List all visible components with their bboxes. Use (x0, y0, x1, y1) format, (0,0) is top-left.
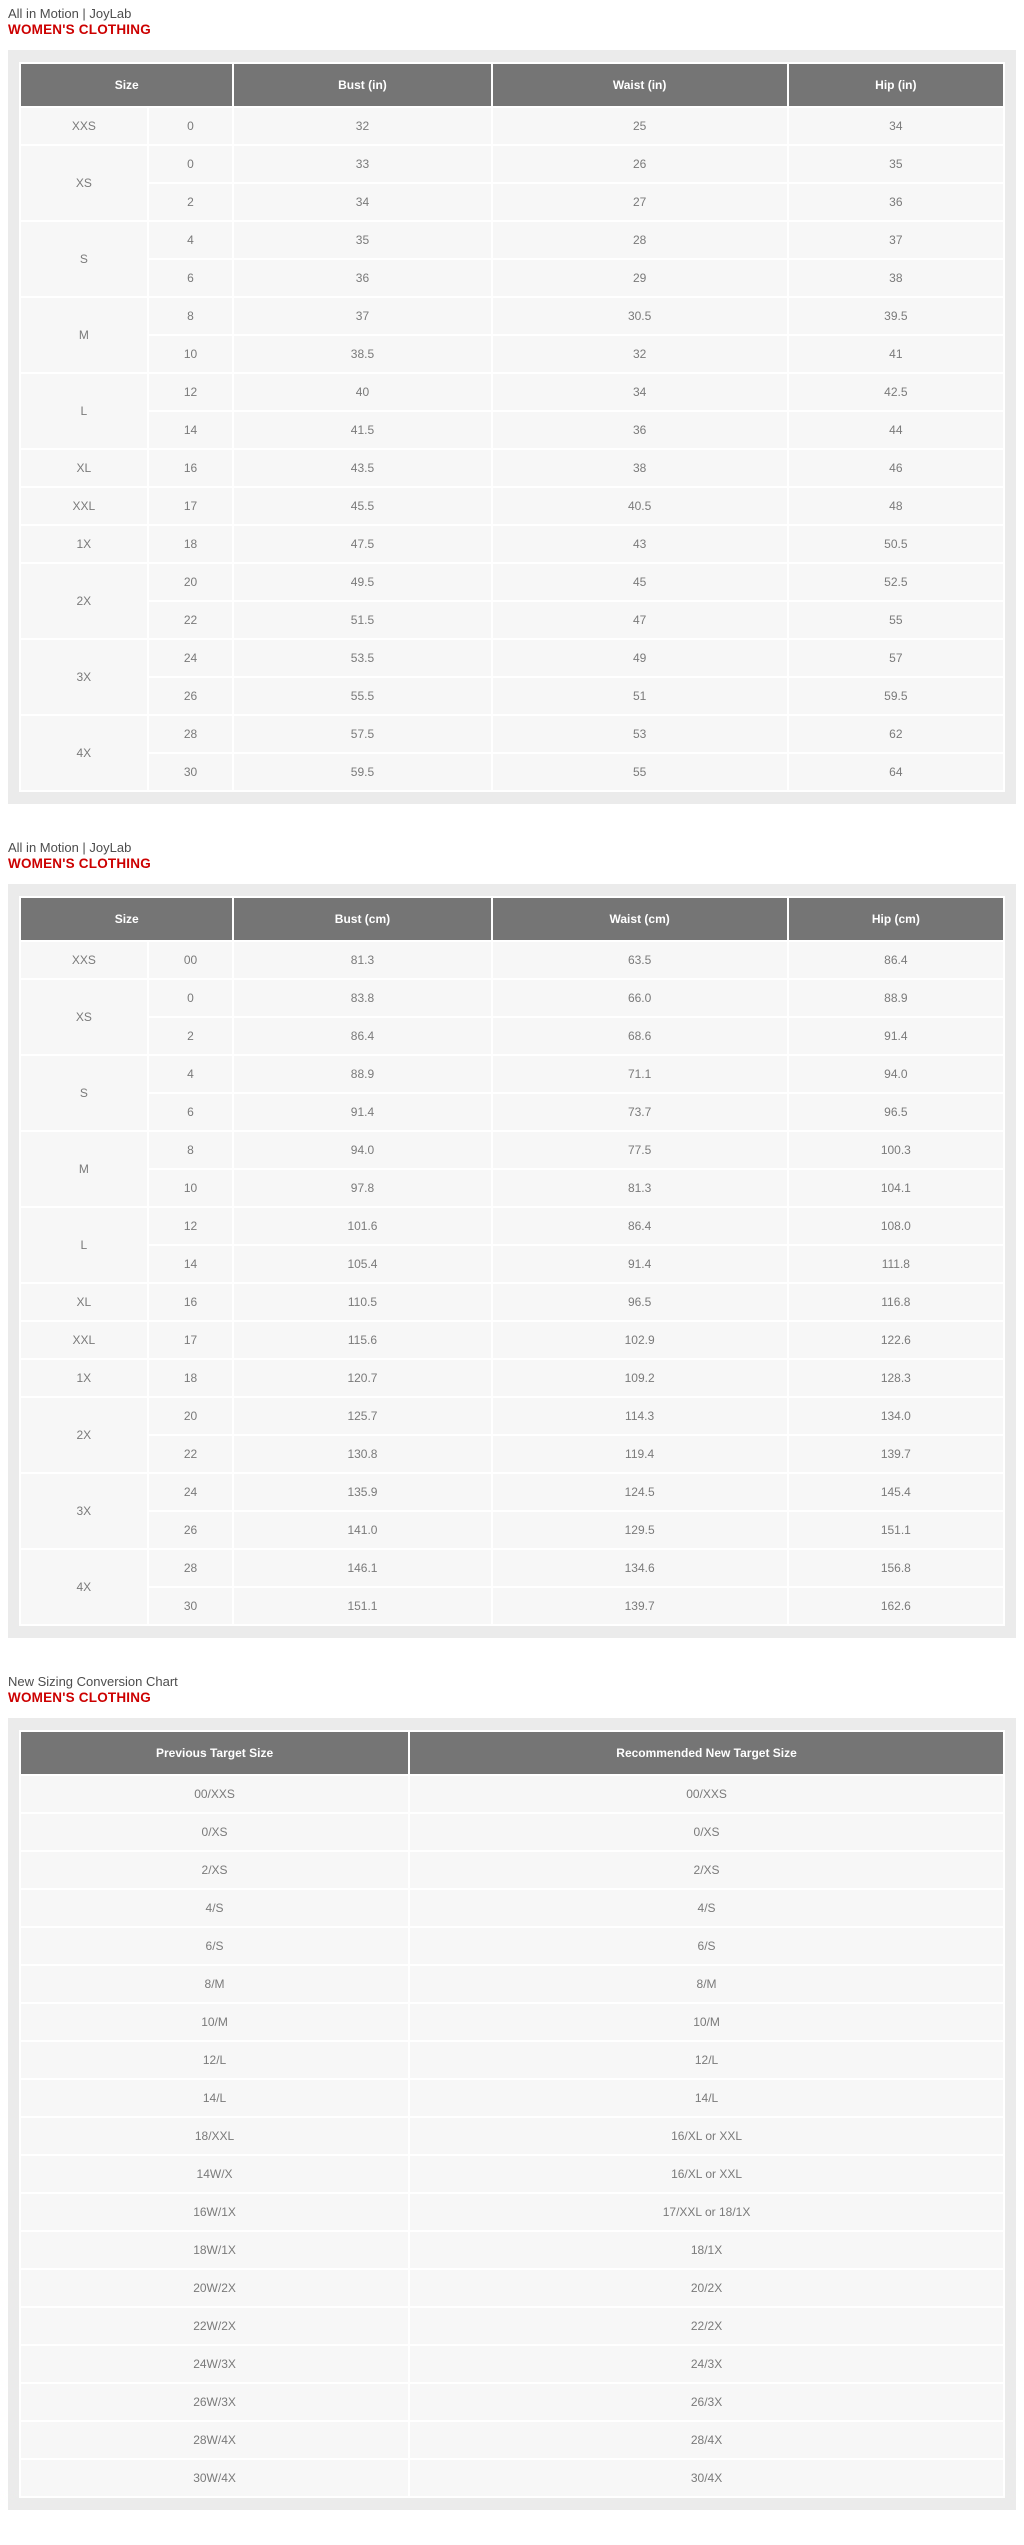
column-header-hip: Hip (cm) (789, 898, 1003, 940)
measurement-cell: 116.8 (789, 1284, 1003, 1320)
conversion-chart-title: New Sizing Conversion Chart (8, 1674, 178, 1689)
measurement-cell: 146.1 (234, 1550, 490, 1586)
measurement-cell: 49 (493, 640, 787, 676)
measurement-cell: 91.4 (493, 1246, 787, 1282)
column-header-size: Size (21, 898, 232, 940)
measurement-cell: 134.6 (493, 1550, 787, 1586)
measurement-cell: 28 (493, 222, 787, 258)
size-row (21, 1436, 1003, 1472)
size-group-label: M (21, 298, 147, 372)
header-row (21, 898, 1003, 940)
measurement-cell: 36 (789, 184, 1003, 220)
measurement-cell: 96.5 (493, 1284, 787, 1320)
numeric-size-cell: 24 (149, 640, 233, 676)
previous-size-cell: 26W/3X (21, 2384, 408, 2420)
size-row (21, 602, 1003, 638)
previous-size-cell: 20W/2X (21, 2270, 408, 2306)
column-header-size: Size (21, 64, 232, 106)
conversion-row (21, 2384, 1003, 2420)
size-group-label: 3X (21, 1474, 147, 1548)
previous-size-cell: 6/S (21, 1928, 408, 1964)
new-size-cell: 6/S (410, 1928, 1003, 1964)
measurement-cell: 125.7 (234, 1398, 490, 1434)
measurement-cell: 73.7 (493, 1094, 787, 1130)
size-row (21, 488, 1003, 524)
size-row (21, 146, 1003, 182)
measurement-cell: 100.3 (789, 1132, 1003, 1168)
measurement-cell: 26 (493, 146, 787, 182)
previous-size-cell: 24W/3X (21, 2346, 408, 2382)
size-group-label: XXL (21, 488, 147, 524)
numeric-size-cell: 30 (149, 1588, 233, 1624)
brand-title: All in Motion | JoyLab (8, 840, 132, 855)
measurement-cell: 45 (493, 564, 787, 600)
conversion-row (21, 1776, 1003, 1812)
measurement-cell: 38.5 (234, 336, 490, 372)
size-group-label: S (21, 1056, 147, 1130)
previous-size-cell: 8/M (21, 1966, 408, 2002)
conversion-row (21, 2422, 1003, 2458)
conversion-row (21, 1890, 1003, 1926)
new-size-cell: 0/XS (410, 1814, 1003, 1850)
numeric-size-cell: 24 (149, 1474, 233, 1510)
measurement-cell: 36 (234, 260, 490, 296)
size-row (21, 754, 1003, 790)
conversion-row (21, 2004, 1003, 2040)
measurement-cell: 145.4 (789, 1474, 1003, 1510)
table-container (8, 1718, 1016, 2510)
measurement-cell: 130.8 (234, 1436, 490, 1472)
category-title: WOMEN'S CLOTHING (8, 1690, 151, 1705)
measurement-cell: 42.5 (789, 374, 1003, 410)
numeric-size-cell: 00 (149, 942, 233, 978)
table-container (8, 50, 1016, 804)
measurement-cell: 122.6 (789, 1322, 1003, 1358)
numeric-size-cell: 17 (149, 1322, 233, 1358)
numeric-size-cell: 18 (149, 526, 233, 562)
numeric-size-cell: 4 (149, 1056, 233, 1092)
size-row (21, 1132, 1003, 1168)
measurement-cell: 104.1 (789, 1170, 1003, 1206)
size-row (21, 260, 1003, 296)
numeric-size-cell: 6 (149, 260, 233, 296)
numeric-size-cell: 26 (149, 1512, 233, 1548)
size-group-label: L (21, 1208, 147, 1282)
size-row (21, 716, 1003, 752)
previous-size-cell: 0/XS (21, 1814, 408, 1850)
previous-size-cell: 18W/1X (21, 2232, 408, 2268)
numeric-size-cell: 20 (149, 564, 233, 600)
measurement-cell: 91.4 (234, 1094, 490, 1130)
measurement-cell: 83.8 (234, 980, 490, 1016)
measurement-cell: 88.9 (234, 1056, 490, 1092)
measurement-cell: 68.6 (493, 1018, 787, 1054)
size-row (21, 336, 1003, 372)
size-row (21, 1550, 1003, 1586)
size-row (21, 1474, 1003, 1510)
conversion-row (21, 2460, 1003, 2496)
new-size-cell: 26/3X (410, 2384, 1003, 2420)
size-group-label: L (21, 374, 147, 448)
size-group-label: XS (21, 146, 147, 220)
size-group-label: 2X (21, 1398, 147, 1472)
measurement-cell: 96.5 (789, 1094, 1003, 1130)
measurement-cell: 32 (234, 108, 490, 144)
size-row (21, 1094, 1003, 1130)
size-row (21, 640, 1003, 676)
size-group-label: 3X (21, 640, 147, 714)
size-group-label: M (21, 1132, 147, 1206)
numeric-size-cell: 16 (149, 1284, 233, 1320)
measurement-cell: 59.5 (234, 754, 490, 790)
size-group-label: XL (21, 1284, 147, 1320)
conversion-row (21, 1852, 1003, 1888)
measurement-cell: 134.0 (789, 1398, 1003, 1434)
measurement-cell: 55 (493, 754, 787, 790)
numeric-size-cell: 2 (149, 184, 233, 220)
measurement-cell: 64 (789, 754, 1003, 790)
measurement-cell: 91.4 (789, 1018, 1003, 1054)
measurement-cell: 43 (493, 526, 787, 562)
new-size-cell: 2/XS (410, 1852, 1003, 1888)
measurement-cell: 45.5 (234, 488, 490, 524)
size-row (21, 1588, 1003, 1624)
new-size-cell: 16/XL or XXL (410, 2118, 1003, 2154)
measurement-cell: 33 (234, 146, 490, 182)
measurement-cell: 110.5 (234, 1284, 490, 1320)
measurement-cell: 53 (493, 716, 787, 752)
header-row (21, 64, 1003, 106)
numeric-size-cell: 0 (149, 980, 233, 1016)
column-header-previous-size: Previous Target Size (21, 1732, 408, 1774)
new-size-cell: 00/XXS (410, 1776, 1003, 1812)
size-row (21, 222, 1003, 258)
conversion-row (21, 2270, 1003, 2306)
new-size-cell: 4/S (410, 1890, 1003, 1926)
numeric-size-cell: 28 (149, 716, 233, 752)
size-row (21, 1398, 1003, 1434)
size-group-label: XXL (21, 1322, 147, 1358)
numeric-size-cell: 10 (149, 1170, 233, 1206)
new-size-cell: 12/L (410, 2042, 1003, 2078)
new-size-cell: 17/XXL or 18/1X (410, 2194, 1003, 2230)
measurement-cell: 151.1 (789, 1512, 1003, 1548)
measurement-cell: 102.9 (493, 1322, 787, 1358)
column-header-waist: Waist (cm) (493, 898, 787, 940)
new-size-cell: 10/M (410, 2004, 1003, 2040)
measurement-cell: 59.5 (789, 678, 1003, 714)
size-row (21, 526, 1003, 562)
previous-size-cell: 2/XS (21, 1852, 408, 1888)
size-table-inches (19, 62, 1005, 792)
measurement-cell: 51 (493, 678, 787, 714)
numeric-size-cell: 0 (149, 146, 233, 182)
size-group-label: S (21, 222, 147, 296)
column-header-bust: Bust (in) (234, 64, 490, 106)
measurement-cell: 139.7 (493, 1588, 787, 1624)
measurement-cell: 114.3 (493, 1398, 787, 1434)
numeric-size-cell: 28 (149, 1550, 233, 1586)
conversion-row (21, 2194, 1003, 2230)
size-row (21, 108, 1003, 144)
numeric-size-cell: 2 (149, 1018, 233, 1054)
measurement-cell: 81.3 (493, 1170, 787, 1206)
previous-size-cell: 18/XXL (21, 2118, 408, 2154)
numeric-size-cell: 18 (149, 1360, 233, 1396)
conversion-row (21, 2042, 1003, 2078)
numeric-size-cell: 16 (149, 450, 233, 486)
measurement-cell: 81.3 (234, 942, 490, 978)
measurement-cell: 53.5 (234, 640, 490, 676)
size-group-label: 4X (21, 1550, 147, 1624)
size-row (21, 1284, 1003, 1320)
measurement-cell: 111.8 (789, 1246, 1003, 1282)
measurement-cell: 49.5 (234, 564, 490, 600)
size-row (21, 298, 1003, 334)
measurement-cell: 141.0 (234, 1512, 490, 1548)
size-row (21, 1512, 1003, 1548)
measurement-cell: 151.1 (234, 1588, 490, 1624)
measurement-cell: 97.8 (234, 1170, 490, 1206)
numeric-size-cell: 14 (149, 412, 233, 448)
numeric-size-cell: 12 (149, 1208, 233, 1244)
measurement-cell: 40 (234, 374, 490, 410)
section-title (8, 6, 1024, 38)
numeric-size-cell: 22 (149, 602, 233, 638)
measurement-cell: 37 (234, 298, 490, 334)
measurement-cell: 32 (493, 336, 787, 372)
measurement-cell: 40.5 (493, 488, 787, 524)
measurement-cell: 52.5 (789, 564, 1003, 600)
numeric-size-cell: 17 (149, 488, 233, 524)
size-row (21, 1246, 1003, 1282)
measurement-cell: 35 (234, 222, 490, 258)
measurement-cell: 120.7 (234, 1360, 490, 1396)
numeric-size-cell: 20 (149, 1398, 233, 1434)
measurement-cell: 57.5 (234, 716, 490, 752)
conversion-row (21, 1928, 1003, 1964)
measurement-cell: 57 (789, 640, 1003, 676)
size-group-label: XL (21, 450, 147, 486)
new-size-cell: 8/M (410, 1966, 1003, 2002)
new-size-cell: 24/3X (410, 2346, 1003, 2382)
measurement-cell: 66.0 (493, 980, 787, 1016)
size-row (21, 412, 1003, 448)
new-size-cell: 18/1X (410, 2232, 1003, 2268)
measurement-cell: 48 (789, 488, 1003, 524)
column-header-waist: Waist (in) (493, 64, 787, 106)
measurement-cell: 46 (789, 450, 1003, 486)
previous-size-cell: 28W/4X (21, 2422, 408, 2458)
table-container (8, 884, 1016, 1638)
previous-size-cell: 00/XXS (21, 1776, 408, 1812)
numeric-size-cell: 30 (149, 754, 233, 790)
numeric-size-cell: 8 (149, 298, 233, 334)
measurement-cell: 50.5 (789, 526, 1003, 562)
size-row (21, 184, 1003, 220)
measurement-cell: 55.5 (234, 678, 490, 714)
header-row (21, 1732, 1003, 1774)
measurement-cell: 86.4 (234, 1018, 490, 1054)
numeric-size-cell: 26 (149, 678, 233, 714)
measurement-cell: 34 (789, 108, 1003, 144)
size-table-cm (19, 896, 1005, 1626)
measurement-cell: 43.5 (234, 450, 490, 486)
new-size-cell: 22/2X (410, 2308, 1003, 2344)
measurement-cell: 27 (493, 184, 787, 220)
measurement-cell: 39.5 (789, 298, 1003, 334)
measurement-cell: 38 (789, 260, 1003, 296)
measurement-cell: 37 (789, 222, 1003, 258)
measurement-cell: 105.4 (234, 1246, 490, 1282)
measurement-cell: 35 (789, 146, 1003, 182)
measurement-cell: 94.0 (789, 1056, 1003, 1092)
measurement-cell: 124.5 (493, 1474, 787, 1510)
column-header-hip: Hip (in) (789, 64, 1003, 106)
conversion-row (21, 1814, 1003, 1850)
measurement-cell: 77.5 (493, 1132, 787, 1168)
size-chart-section-inches (0, 6, 1024, 804)
numeric-size-cell: 22 (149, 1436, 233, 1472)
measurement-cell: 88.9 (789, 980, 1003, 1016)
previous-size-cell: 22W/2X (21, 2308, 408, 2344)
measurement-cell: 30.5 (493, 298, 787, 334)
new-size-cell: 20/2X (410, 2270, 1003, 2306)
size-group-label: XXS (21, 108, 147, 144)
size-row (21, 1208, 1003, 1244)
previous-size-cell: 4/S (21, 1890, 408, 1926)
previous-size-cell: 14W/X (21, 2156, 408, 2192)
numeric-size-cell: 0 (149, 108, 233, 144)
category-title: WOMEN'S CLOTHING (8, 22, 151, 37)
size-group-label: XXS (21, 942, 147, 978)
measurement-cell: 47 (493, 602, 787, 638)
numeric-size-cell: 6 (149, 1094, 233, 1130)
size-group-label: 4X (21, 716, 147, 790)
size-row (21, 1056, 1003, 1092)
conversion-row (21, 2308, 1003, 2344)
size-row (21, 374, 1003, 410)
conversion-row (21, 2232, 1003, 2268)
size-row (21, 1322, 1003, 1358)
numeric-size-cell: 4 (149, 222, 233, 258)
conversion-row (21, 2080, 1003, 2116)
measurement-cell: 36 (493, 412, 787, 448)
size-row (21, 564, 1003, 600)
measurement-cell: 47.5 (234, 526, 490, 562)
measurement-cell: 44 (789, 412, 1003, 448)
measurement-cell: 86.4 (493, 1208, 787, 1244)
size-conversion-section (0, 1674, 1024, 2510)
measurement-cell: 135.9 (234, 1474, 490, 1510)
numeric-size-cell: 12 (149, 374, 233, 410)
measurement-cell: 129.5 (493, 1512, 787, 1548)
column-header-bust: Bust (cm) (234, 898, 490, 940)
size-row (21, 1018, 1003, 1054)
measurement-cell: 101.6 (234, 1208, 490, 1244)
size-group-label: 1X (21, 1360, 147, 1396)
conversion-row (21, 2156, 1003, 2192)
section-title (8, 840, 1024, 872)
measurement-cell: 94.0 (234, 1132, 490, 1168)
measurement-cell: 128.3 (789, 1360, 1003, 1396)
conversion-row (21, 2118, 1003, 2154)
new-size-cell: 30/4X (410, 2460, 1003, 2496)
size-row (21, 1360, 1003, 1396)
size-row (21, 678, 1003, 714)
measurement-cell: 41 (789, 336, 1003, 372)
measurement-cell: 115.6 (234, 1322, 490, 1358)
previous-size-cell: 12/L (21, 2042, 408, 2078)
new-size-cell: 14/L (410, 2080, 1003, 2116)
category-title: WOMEN'S CLOTHING (8, 856, 151, 871)
measurement-cell: 63.5 (493, 942, 787, 978)
previous-size-cell: 16W/1X (21, 2194, 408, 2230)
previous-size-cell: 30W/4X (21, 2460, 408, 2496)
column-header-new-size: Recommended New Target Size (410, 1732, 1003, 1774)
measurement-cell: 109.2 (493, 1360, 787, 1396)
size-row (21, 1170, 1003, 1206)
size-group-label: 1X (21, 526, 147, 562)
size-row (21, 942, 1003, 978)
measurement-cell: 25 (493, 108, 787, 144)
size-group-label: XS (21, 980, 147, 1054)
new-size-cell: 28/4X (410, 2422, 1003, 2458)
measurement-cell: 119.4 (493, 1436, 787, 1472)
measurement-cell: 162.6 (789, 1588, 1003, 1624)
section-title (8, 1674, 1024, 1706)
previous-size-cell: 14/L (21, 2080, 408, 2116)
conversion-table (19, 1730, 1005, 2498)
new-size-cell: 16/XL or XXL (410, 2156, 1003, 2192)
measurement-cell: 34 (493, 374, 787, 410)
conversion-row (21, 2346, 1003, 2382)
brand-title: All in Motion | JoyLab (8, 6, 132, 21)
conversion-row (21, 1966, 1003, 2002)
measurement-cell: 55 (789, 602, 1003, 638)
measurement-cell: 139.7 (789, 1436, 1003, 1472)
measurement-cell: 41.5 (234, 412, 490, 448)
previous-size-cell: 10/M (21, 2004, 408, 2040)
measurement-cell: 108.0 (789, 1208, 1003, 1244)
numeric-size-cell: 8 (149, 1132, 233, 1168)
measurement-cell: 62 (789, 716, 1003, 752)
measurement-cell: 38 (493, 450, 787, 486)
numeric-size-cell: 14 (149, 1246, 233, 1282)
size-row (21, 980, 1003, 1016)
size-group-label: 2X (21, 564, 147, 638)
measurement-cell: 71.1 (493, 1056, 787, 1092)
measurement-cell: 86.4 (789, 942, 1003, 978)
measurement-cell: 156.8 (789, 1550, 1003, 1586)
size-chart-section-cm (0, 840, 1024, 1638)
measurement-cell: 29 (493, 260, 787, 296)
measurement-cell: 51.5 (234, 602, 490, 638)
size-row (21, 450, 1003, 486)
measurement-cell: 34 (234, 184, 490, 220)
numeric-size-cell: 10 (149, 336, 233, 372)
